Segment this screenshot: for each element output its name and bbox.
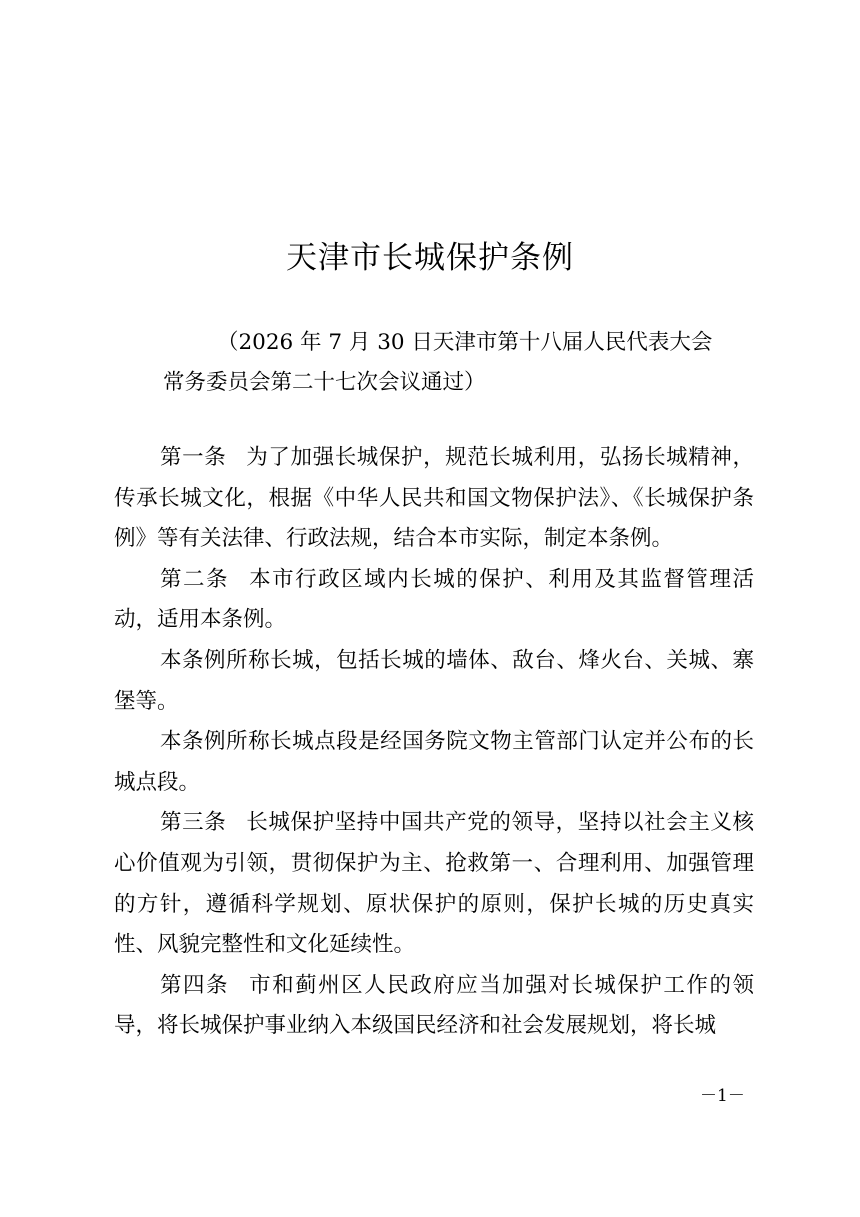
article-number: 第二条 [160,566,230,592]
article-2-paragraph [114,560,754,641]
adoption-note [163,323,763,403]
article-3-paragraph [114,803,754,965]
paragraph-text: 本条例所称长城点段是经国务院文物主管部门认定并公布的长城点段。 [114,729,754,795]
document-title: 天津市长城保护条例 [286,240,574,276]
article-number: 第四条 [160,972,230,998]
adoption-note-line-2: 常务委员会第二十七次会议通过） [163,370,486,395]
article-2-clause-great-wall [114,641,754,722]
article-2-clause-segments [114,722,754,803]
article-number: 第一条 [160,445,227,470]
article-number: 第三条 [160,810,227,836]
document-body [114,438,754,1047]
paragraph-text: 本市行政区域内长城的保护、利用及其监督管理活动，适用本条例。 [114,566,754,633]
page-number: －1－ [700,1086,745,1106]
article-4-paragraph [114,966,754,1047]
adoption-note-line-1: （2026 年 7 月 30 日天津市第十八届人民代表大会 [217,330,713,355]
paragraph-text: 市和蓟州区人民政府应当加强对长城保护工作的领导，将长城保护事业纳入本级国民经济和社会发展规划，将长城 [114,972,754,1039]
paragraph-text: 长城保护坚持中国共产党的领导，坚持以社会主义核心价值观为引领，贯彻保护为主、抢救第一、合理利用、加强管理的方针，遵循科学规划、原状保护的原则，保护长城的历史真实性、风貌完整性和文化延续性。 [114,810,754,958]
paragraph-text: 为了加强长城保护，规范长城利用，弘扬长城精神，传承长城文化，根据《中华人民共和国文物保护法》、《长城保护条例》等有关法律、行政法规，结合本市实际，制定本条例。 [114,445,754,552]
paragraph-text: 本条例所称长城，包括长城的墙体、敌台、烽火台、关城、寨堡等。 [114,647,754,714]
article-1-paragraph [114,438,754,560]
